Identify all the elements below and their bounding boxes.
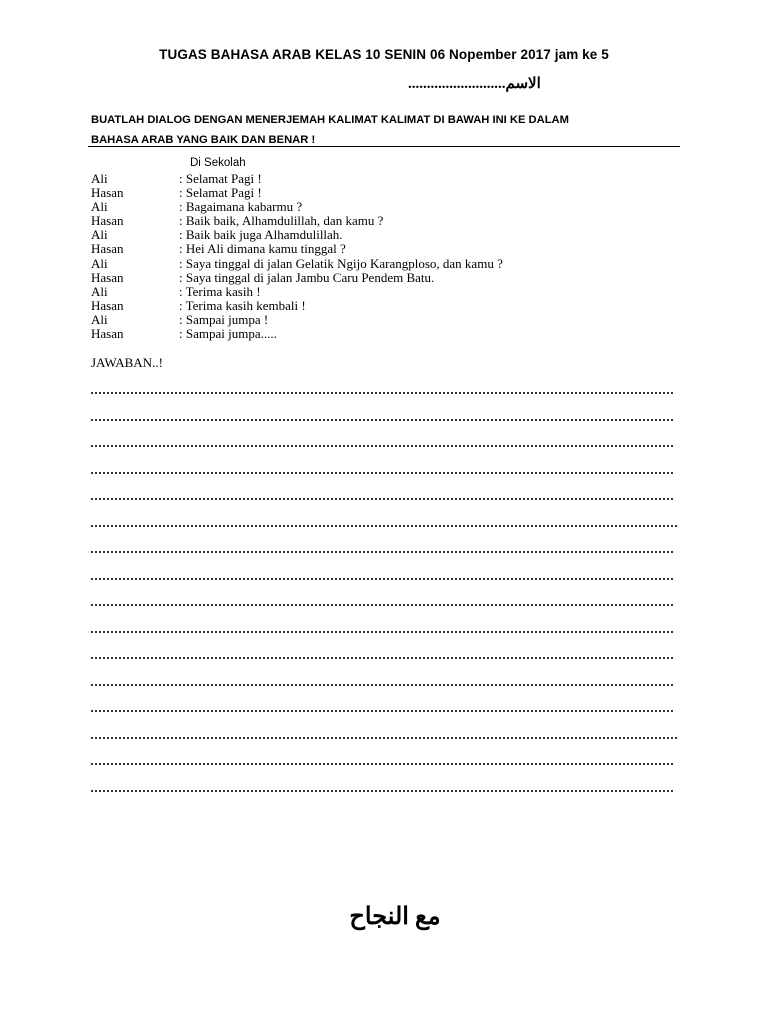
name-field xyxy=(408,74,541,93)
dialog-row xyxy=(91,313,503,327)
dotted-rule xyxy=(91,604,673,606)
dialog-speaker: Ali xyxy=(91,199,108,215)
dotted-rule xyxy=(91,684,673,686)
answer-lines[interactable] xyxy=(91,382,681,806)
dialog-speaker: Hasan xyxy=(91,213,124,229)
dialog-heading: Di Sekolah xyxy=(190,157,246,169)
answer-line[interactable] xyxy=(91,515,681,542)
dialog-text: : Bagaimana kabarmu ? xyxy=(179,199,303,215)
answer-line[interactable] xyxy=(91,594,681,621)
dialog-row xyxy=(91,228,503,242)
dialog-speaker: Ali xyxy=(91,311,108,327)
dialog-row xyxy=(91,271,503,285)
dotted-rule xyxy=(91,472,673,474)
dialog-text: : Baik baik juga Alhamdulillah. xyxy=(179,227,343,243)
answer-line[interactable] xyxy=(91,621,681,648)
answer-label: JAWABAN..! xyxy=(91,355,163,370)
dotted-rule xyxy=(91,763,673,765)
closing-greeting: مع النجاح xyxy=(349,904,441,930)
dialog-text: : Saya tinggal di jalan Gelatik Ngijo Karangploso, dan kamu ? xyxy=(179,255,503,271)
dotted-rule xyxy=(91,551,673,553)
dialog-list xyxy=(91,172,503,341)
answer-line[interactable] xyxy=(91,462,681,489)
dotted-rule xyxy=(91,631,673,633)
answer-line[interactable] xyxy=(91,435,681,462)
name-blank: .......................... xyxy=(408,76,506,92)
dotted-rule xyxy=(91,419,673,421)
dialog-speaker: Ali xyxy=(91,255,108,271)
answer-line[interactable] xyxy=(91,700,681,727)
dialog-speaker: Hasan xyxy=(91,241,124,257)
dialog-text: : Baik baik, Alhamdulillah, dan kamu ? xyxy=(179,213,384,229)
dialog-row xyxy=(91,172,503,186)
dotted-rule xyxy=(91,498,673,500)
header-divider xyxy=(88,146,680,147)
dialog-row xyxy=(91,214,503,228)
answer-line[interactable] xyxy=(91,674,681,701)
answer-line[interactable] xyxy=(91,541,681,568)
dialog-speaker: Ali xyxy=(91,283,108,299)
answer-line[interactable] xyxy=(91,382,681,409)
instruction-text xyxy=(91,110,691,150)
dialog-row xyxy=(91,327,503,341)
name-label: الاسم xyxy=(505,76,541,92)
dialog-row xyxy=(91,257,503,271)
dotted-rule xyxy=(91,737,677,739)
dialog-text: : Terima kasih ! xyxy=(179,283,261,299)
answer-line[interactable] xyxy=(91,647,681,674)
dialog-speaker: Hasan xyxy=(91,297,124,313)
dialog-text: : Terima kasih kembali ! xyxy=(179,297,306,313)
dialog-speaker: Hasan xyxy=(91,326,124,342)
answer-line[interactable] xyxy=(91,780,681,807)
dotted-rule xyxy=(91,790,673,792)
dialog-row xyxy=(91,242,503,256)
dialog-text: : Sampai jumpa ! xyxy=(179,311,269,327)
dialog-text: : Sampai jumpa..... xyxy=(179,326,277,342)
dialog-row xyxy=(91,200,503,214)
dialog-text: : Selamat Pagi ! xyxy=(179,171,262,186)
dotted-rule xyxy=(91,710,673,712)
dotted-rule xyxy=(91,445,673,447)
dialog-speaker: Ali xyxy=(91,171,108,186)
dialog-speaker: Hasan xyxy=(91,185,124,201)
dialog-text: : Selamat Pagi ! xyxy=(179,185,262,201)
dialog-text: : Hei Ali dimana kamu tinggal ? xyxy=(179,241,346,257)
dotted-rule xyxy=(91,657,673,659)
answer-line[interactable] xyxy=(91,568,681,595)
dialog-text: : Saya tinggal di jalan Jambu Caru Pendem Batu. xyxy=(179,269,435,285)
dotted-rule xyxy=(91,525,677,527)
dotted-rule xyxy=(91,578,673,580)
answer-line[interactable] xyxy=(91,753,681,780)
dialog-row xyxy=(91,186,503,200)
dotted-rule xyxy=(91,392,673,394)
answer-line[interactable] xyxy=(91,727,681,754)
dialog-speaker: Ali xyxy=(91,227,108,243)
dialog-row xyxy=(91,285,503,299)
document-title: TUGAS BAHASA ARAB KELAS 10 SENIN 06 Nopember 2017 jam ke 5 xyxy=(159,47,609,62)
dialog-speaker: Hasan xyxy=(91,269,124,285)
answer-line[interactable] xyxy=(91,409,681,436)
instruction-line-1: BUATLAH DIALOG DENGAN MENERJEMAH KALIMAT KALIMAT DI BAWAH INI KE DALAM xyxy=(91,114,569,126)
instruction-line-2: BAHASA ARAB YANG BAIK DAN BENAR ! xyxy=(91,134,316,146)
answer-line[interactable] xyxy=(91,488,681,515)
dialog-row xyxy=(91,299,503,313)
